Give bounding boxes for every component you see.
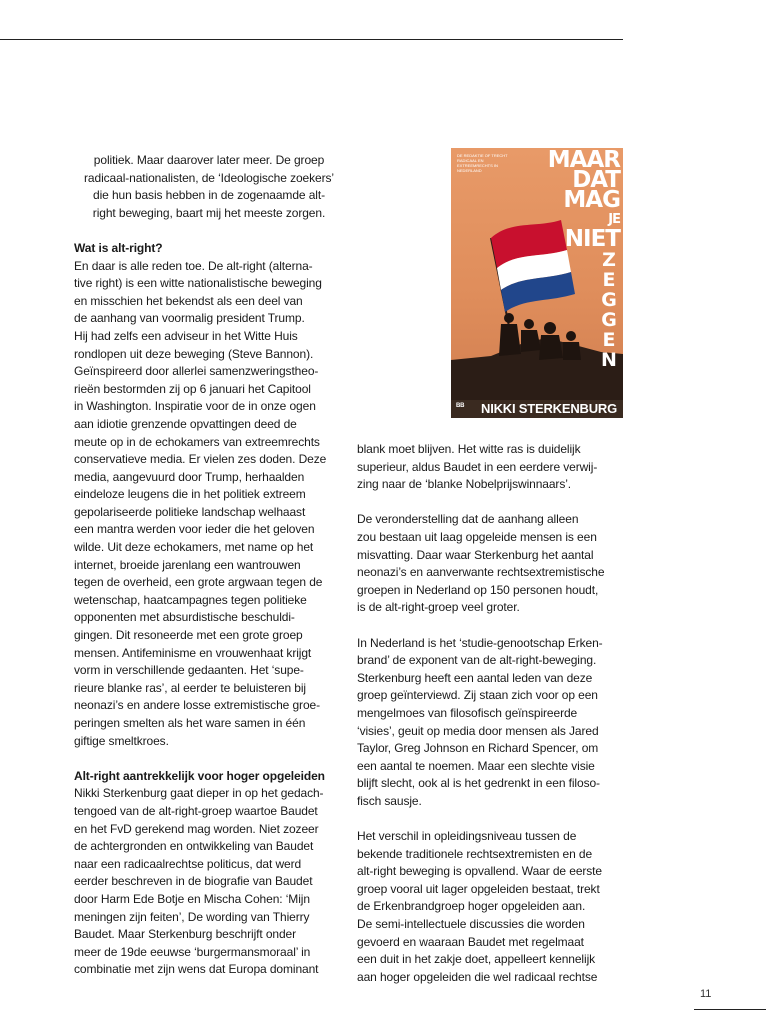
page-number: 11 xyxy=(700,988,712,1000)
intro-paragraph: politiek. Maar daarover later meer. De groep radicaal-nationalisten, de ‘Ideologische zoekers’ die hun basis hebben in de zogenaamde alt- right beweging, baart mij het meeste zorgen. xyxy=(84,153,334,220)
cover-title-line: MAG xyxy=(563,187,620,213)
cover-author-name: NIKKI STERKENBURG xyxy=(481,401,617,416)
paragraph-sterkenburg: Nikki Sterkenburg gaat dieper in op het gedach- tengoed van de alt-right-groep waartoe Baudet en het FvD gerekend mag worden. Niet zozeer de achtergronden en ontwikkeling van Baudet naar een radicaalrechtse politicus, dat werd eerder beschreven in de biografie van Baudet door Harm Ede Botje en Mischa Cohen: ‘Mijn meningen zijn feiten’, De wording van Thierry Baudet. Maar Sterkenburg beschrijft onder meer de 19de eeuwse ‘burgermansmoraal’ in combinatie met zijn wens dat Europa dominant xyxy=(74,786,324,977)
paragraph-education-assumption: De veronderstelling dat de aanhang alleen zou bestaan uit laag opgeleide mensen is een misvatting. Daar waar Sterkenburg het aantal neonazi’s en aanverwante rechtsextremistische groepen in Nederland op 150 personen houdt, is de alt-right-groep veel groter. xyxy=(357,512,605,615)
cover-title-line-vertical: ZEGGEN xyxy=(598,249,620,369)
cover-title-line: JE xyxy=(608,212,620,227)
left-text-column xyxy=(74,152,344,979)
cover-title-line: DAT xyxy=(572,167,620,193)
cover-title-line: MAAR xyxy=(547,148,620,173)
cover-title xyxy=(548,150,620,369)
heading-alt-right-attractive: Alt-right aantrekkelijk voor hoger opgeleiden xyxy=(74,768,325,783)
heading-what-is-alt-right: Wat is alt-right? xyxy=(74,240,163,255)
top-divider xyxy=(0,39,623,40)
publisher-badge: BB xyxy=(456,403,465,409)
paragraph-education-difference: Het verschil in opleidingsniveau tussen de bekende traditionele rechtsextremisten en de alt-right beweging is opvallend. Waar de eerste groep vooral uit lager opgeleiden bestaat, trekt de Erkenbrandgroep hoger opgeleiden aan. De semi-intellectuele discussies die worden gevoerd en waaraan Baudet met regelmaat een duit in het zakje doet, appelleert kennelijk aan hoger opgeleiden die wel radicaal rechtse xyxy=(357,829,602,984)
right-text-column xyxy=(357,441,619,986)
book-cover xyxy=(451,148,623,418)
paragraph-alt-right-description: En daar is alle reden toe. De alt-right (alterna- tive right) is een witte nationalistische beweging en misschien het bekendst als een deel van de aanhang van voormalig president Trump. Hij had zelfs een adviseur in het Witte Huis rondlopen uit deze beweging (Steve Bannon). Geïnspireerd door allerlei samenzweringstheo- rieën bestormden zij op 6 januari het Capitool in Washington. Inspiratie voor de in onze ogen aan idiotie grenzende opvattingen deed de meute op in de echokamers van extreemrechts conservatieve media. Er vielen zes doden. Deze media, aangevuurd door Trump, herhaalden eindeloze leugens die in het politiek extreem gepolariseerde politieke landschap welhaast een mantra werden voor ieder die het geloven wilde. Uit deze echokamers, met name op het internet, broeide jarenlang een wantrouwen tegen de overheid, een grote argwaan tegen de wetenschap, haatcampagnes tegen politieke opponenten met absurdistische beschuldi- gingen. Dit resoneerde met een grote groep mensen. Antifeminisme en vrouwenhaat krijgt vorm in verschillende gedaanten. Het ‘supe- rieure blanke ras’, al eerder te beluisteren bij neonazi’s en andere losse extremistische groe- peringen smelten als het ware samen in één giftige smeltkroes. xyxy=(74,258,327,748)
bottom-divider xyxy=(694,1009,766,1010)
cover-title-line: NIET xyxy=(564,226,620,252)
paragraph-white-race: blank moet blijven. Het witte ras is duidelijk superieur, aldus Baudet in een eerdere verwij- zing naar de ‘blanke Nobelprijswinnaars’. xyxy=(357,442,598,492)
cover-author xyxy=(451,400,623,418)
paragraph-erkenbrand: In Nederland is het ‘studie-genootschap Erken- brand’ de exponent van de alt-right-beweging. Sterkenburg heeft een aantal leden van deze groep geïnterviewd. Zij staan zich voor op een mengelmoes van filosofisch geïnspireerde ‘visies’, geuit op media door mensen als Jared Taylor, Greg Johnson en Richard Spencer, om een aantal te noemen. Maar een slechte visie blijft slecht, ook al is het gedrenkt in een filoso- fisch sausje. xyxy=(357,635,603,808)
cover-subtitle: DE REDAKTIE OF TRECHT RADICAAL EN EXTREEMRECHTS IN NEDERLAND xyxy=(457,153,508,173)
